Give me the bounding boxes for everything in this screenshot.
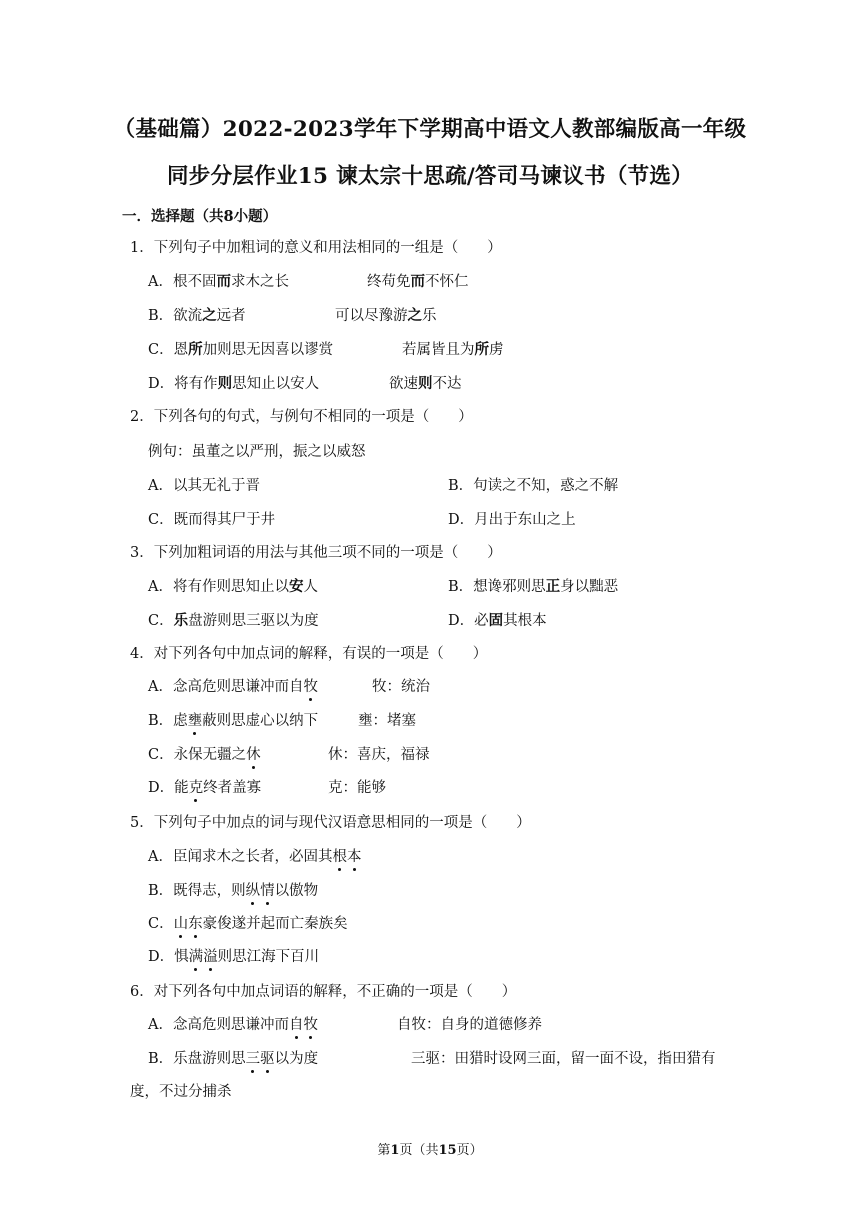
text-fragment: B．想谗邪则思 (448, 579, 546, 595)
text-fragment: A． (148, 274, 173, 290)
dotted-char: 休 (246, 743, 261, 764)
q1-option-c-right (402, 338, 504, 359)
q4-option-b-gloss: 壅：堵塞 (358, 713, 416, 729)
bold-word: 乐 (173, 612, 189, 629)
text-fragment: 欲速 (389, 376, 418, 392)
q3-stem: 3．下列加粗词语的用法与其他三项不同的一项是（ ） (130, 545, 502, 561)
q2-option-a: A．以其无礼于晋 (148, 478, 260, 494)
q4-stem: 4．对下列各句中加点词的解释，有误的一项是（ ） (130, 646, 488, 662)
bold-word: 所 (188, 341, 203, 358)
dotted-char: 溢 (203, 945, 218, 966)
dotted-char: 本 (347, 845, 362, 866)
text-fragment: A．臣闻求木之长者，必固其 (148, 849, 333, 865)
q5-option-b (148, 879, 318, 900)
section-heading: 一．选择题（共8小题） (122, 208, 278, 225)
text-fragment: B．既得志，则 (148, 883, 246, 899)
q1-option-d-right (389, 372, 462, 393)
q2-option-c: C．既而得其尸于井 (148, 512, 276, 528)
bold-word: 所 (474, 341, 489, 358)
page-footer (0, 1139, 860, 1158)
text-fragment: 不达 (432, 376, 462, 392)
q2-option-b: B．句读之不知，惑之不解 (448, 478, 619, 494)
q5-option-a (148, 845, 361, 866)
dotted-char: 壅 (188, 709, 203, 730)
dotted-char: 纵 (246, 879, 261, 900)
q4-option-c (148, 743, 261, 764)
q4-option-a-gloss: 牧：统治 (372, 679, 430, 695)
q1-option-c (148, 338, 333, 359)
q6-option-a (148, 1013, 318, 1034)
text-fragment: 则思江海下百川 (217, 949, 320, 965)
q4-option-d (148, 776, 261, 797)
text-fragment: 第 (377, 1143, 391, 1158)
q4-option-b (148, 709, 318, 730)
text-fragment: 若属皆且为 (402, 342, 475, 358)
text-fragment: D． (148, 376, 175, 392)
text-fragment: 加则思无因喜以谬赏 (202, 342, 334, 358)
text-fragment: D．能 (148, 780, 189, 796)
text-fragment: 乐 (422, 308, 437, 324)
text-fragment: 以傲物 (274, 883, 319, 899)
q1-option-b-right (335, 304, 437, 325)
text-fragment: 其根本 (503, 613, 547, 629)
bold-word: 而 (410, 273, 425, 290)
page-number: 1 (390, 1143, 400, 1158)
q2-option-d: D．月出于东山之上 (448, 512, 576, 528)
text-fragment: 豪俊遂并起而亡秦族矣 (202, 916, 348, 932)
q3-option-a (148, 575, 318, 596)
text-fragment: 求木之长 (230, 274, 289, 290)
text-fragment: 思知止以安人 (232, 376, 320, 392)
text-fragment: 终者盖寡 (203, 780, 262, 796)
text-fragment: 欲流 (173, 308, 203, 324)
text-fragment: A．念高危则思谦冲而 (148, 1017, 289, 1033)
q2-example: 例句：虽董之以严刑，振之以威怒 (148, 444, 366, 460)
text-fragment: A．念高危则思谦冲而自 (148, 679, 304, 695)
text-fragment: 将有作 (174, 376, 218, 392)
q3-option-b (448, 575, 618, 596)
q1-option-d (148, 372, 319, 393)
q6-option-b-gloss: 三驱：田猎时设网三面，留一面不设，指田猎有 (411, 1051, 716, 1067)
text-fragment: D．惧 (148, 949, 189, 965)
text-fragment: 可以尽豫游 (335, 308, 408, 324)
q6-option-b-gloss-continued: 度，不过分捕杀 (130, 1084, 232, 1100)
bold-word: 则 (418, 375, 433, 392)
bold-word: 之 (407, 307, 422, 324)
text-fragment: 不怀仁 (425, 274, 469, 290)
q6-option-b (148, 1047, 318, 1068)
bold-word: 之 (202, 307, 217, 324)
bold-word: 而 (216, 273, 231, 290)
dotted-char: 驱 (260, 1047, 275, 1068)
q6-option-a-gloss: 自牧：自身的道德修养 (397, 1017, 542, 1033)
text-fragment: C． (148, 916, 174, 932)
text-fragment: 远者 (216, 308, 246, 324)
q1-stem: 1．下列句子中加粗词的意义和用法相同的一组是（ ） (130, 240, 502, 256)
q1-option-a (148, 270, 289, 291)
text-fragment: 以为度 (274, 1051, 319, 1067)
text-fragment: 虏 (489, 342, 504, 358)
text-fragment: B． (148, 308, 174, 324)
title-line-1: （基础篇）2022-2023学年下学期高中语文人教部编版高一年级 (113, 117, 747, 142)
text-fragment: 蔽则思虚心以纳下 (202, 713, 319, 729)
bold-word: 则 (217, 375, 233, 392)
text-fragment: B．乐盘游则思 (148, 1051, 246, 1067)
text-fragment: 根不固 (172, 274, 217, 290)
page-total: 15 (438, 1143, 457, 1158)
text-fragment: 页） (456, 1143, 483, 1158)
dotted-char: 自 (289, 1013, 304, 1034)
bold-word: 安 (288, 578, 304, 595)
dotted-char: 满 (189, 945, 204, 966)
dotted-char: 山 (174, 912, 189, 933)
dotted-char: 根 (332, 845, 347, 866)
text-fragment: 页（共 (399, 1143, 439, 1158)
text-fragment: 人 (303, 579, 318, 595)
dotted-char: 克 (189, 776, 204, 797)
dotted-char: 牧 (303, 1013, 318, 1034)
q2-stem: 2．下列各句的句式，与例句不相同的一项是（ ） (130, 409, 473, 425)
text-fragment: 身以黜恶 (560, 579, 619, 595)
title-line-2: 同步分层作业15 谏太宗十思疏/答司马谏议书（节选） (166, 164, 694, 189)
text-fragment: 恩 (173, 342, 189, 358)
q4-option-d-gloss: 克：能够 (328, 780, 386, 796)
q5-option-d (148, 945, 319, 966)
text-fragment: C． (148, 342, 174, 358)
text-fragment: C．永保无疆之 (148, 747, 247, 763)
dotted-char: 三 (246, 1047, 261, 1068)
q4-option-c-gloss: 休：喜庆，福禄 (328, 747, 430, 763)
text-fragment: D．必 (448, 613, 489, 629)
text-fragment: 终苟免 (367, 274, 411, 290)
q1-option-b (148, 304, 246, 325)
q5-stem: 5．下列句子中加点的词与现代汉语意思相同的一项是（ ） (130, 815, 531, 831)
q4-option-a (148, 675, 318, 696)
q3-option-d (448, 609, 547, 630)
text-fragment: C． (148, 613, 174, 629)
q6-stem: 6．对下列各句中加点词语的解释，不正确的一项是（ ） (130, 984, 517, 1000)
text-fragment: A．将有作则思知止以 (148, 579, 289, 595)
dotted-char: 情 (260, 879, 275, 900)
text-fragment: 盘游则思三驱以为度 (188, 613, 319, 629)
q5-option-c (148, 912, 348, 933)
text-fragment: B．虑 (148, 713, 188, 729)
q3-option-c (148, 609, 319, 630)
bold-word: 固 (488, 612, 504, 629)
q1-option-a-right (367, 270, 469, 291)
bold-word: 正 (545, 578, 561, 595)
dotted-char: 牧 (303, 675, 318, 696)
dotted-char: 东 (188, 912, 203, 933)
